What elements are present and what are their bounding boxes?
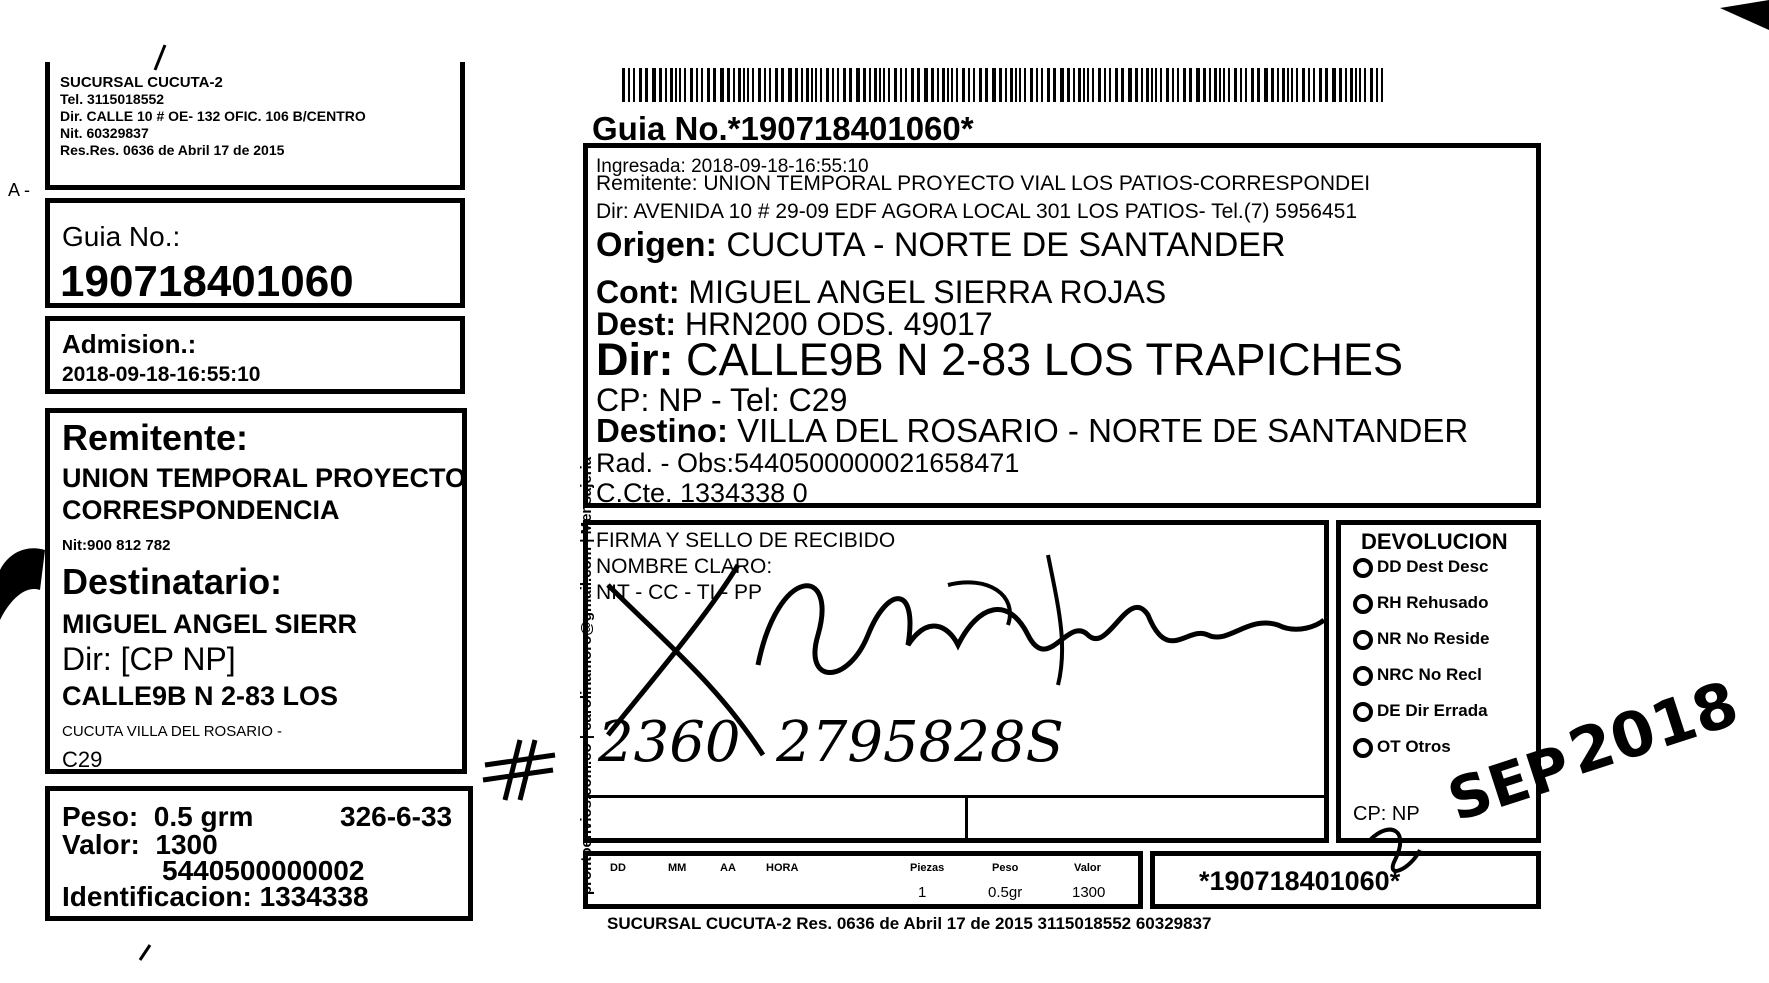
guide-label: Guia No.: [62, 221, 181, 252]
guide-number: 190718401060 [60, 257, 354, 306]
detail-remitente-dir: Dir: AVENIDA 10 # 29-09 EDF AGORA LOCAL 301 LOS PATIOS- Tel.(7) 5956451 [596, 200, 1358, 223]
branch-name: SUCURSAL CUCUTA-2 [60, 74, 223, 91]
weight-text: Peso: 0.5 grm [62, 801, 254, 832]
return-option-label: DE Dir Errada [1377, 701, 1488, 720]
recipient-tel: C29 [62, 747, 103, 772]
table-header: HORA [766, 862, 799, 874]
weight-code: 326-6-33 [340, 801, 453, 832]
sender-name-2: CORRESPONDENCIA [62, 495, 340, 525]
signature-nombre: NOMBRE CLARO: [596, 555, 773, 578]
table-header: Piezas [910, 862, 945, 874]
detail-remitente: Remitente: UNION TEMPORAL PROYECTO VIAL LOS PATIOS-CORRESPONDEI [596, 172, 1371, 195]
return-cp: CP: NP [1353, 803, 1420, 825]
return-option-label: NR No Reside [1377, 629, 1490, 648]
date-stamp-year: 2018 [1560, 666, 1747, 790]
sender-name-1: UNION TEMPORAL PROYECTO [62, 463, 467, 493]
footer-text: SUCURSAL CUCUTA-2 Res. 0636 de Abril 17 de 2015 3115018552 60329837 [607, 914, 1212, 933]
detail-ingresada: Ingresada: 2018-09-18-16:55:10 [596, 156, 869, 177]
sender-nit: Nit:900 812 782 [62, 537, 171, 554]
destino-value: VILLA DEL ROSARIO - NORTE DE SANTANDER [737, 412, 1469, 449]
table-header: Peso [992, 862, 1019, 874]
admission-datetime: 2018-09-18-16:55:10 [62, 363, 261, 386]
admission-label: Admision.: [62, 329, 197, 359]
date-stamp-month: SEP [1440, 731, 1579, 835]
return-option-label: NRC No Recl [1377, 665, 1482, 684]
table-header: Valor [1074, 862, 1101, 874]
recipient-dir-label: Dir: [CP NP] [62, 641, 236, 677]
detail-cp: CP: NP - Tel: C29 [596, 382, 848, 418]
table-cell: 0.5gr [988, 884, 1023, 901]
cont-value: MIGUEL ANGEL SIERRA ROJAS [688, 274, 1167, 310]
signature-id-types: NIT - CC - TI - PP [596, 581, 763, 604]
value-text: Valor: 1300 [62, 829, 218, 860]
origen-value: CUCUTA - NORTE DE SANTANDER [726, 226, 1286, 264]
return-title: DEVOLUCION [1361, 529, 1508, 554]
recipient-city: CUCUTA VILLA DEL ROSARIO - [62, 723, 283, 740]
table-cell: 1 [918, 884, 927, 901]
table-cell: 1300 [1072, 884, 1106, 901]
handwritten-number: 2360 2795828S [598, 710, 1064, 775]
detail-rad: Rad. - Obs:5440500000021658471 [596, 448, 1020, 478]
table-header: AA [720, 862, 736, 874]
dest-value: HRN200 ODS. 49017 [684, 306, 993, 342]
branch-resolution: Res.Res. 0636 de Abril 17 de 2015 [60, 142, 285, 158]
cont-label: Cont: [596, 274, 680, 310]
table-header: MM [668, 862, 687, 874]
return-option-label: DD Dest Desc [1377, 557, 1489, 576]
return-option-label: OT Otros [1377, 737, 1451, 756]
edge-text: A - [8, 180, 31, 200]
branch-tel: Tel. 3115018552 [60, 91, 165, 107]
recipient-name: MIGUEL ANGEL SIERR [62, 609, 358, 639]
dir-value: CALLE9B N 2-83 LOS TRAPICHES [686, 334, 1403, 385]
dir-label: Dir: [596, 334, 674, 385]
identification: Identificacion: 1334338 [62, 881, 369, 912]
value-rad: 5440500000002 [162, 855, 365, 886]
table-header: DD [610, 862, 626, 874]
detail-ccte: C.Cte. 1334338 0 [596, 478, 808, 508]
origen-label: Origen: [596, 226, 717, 264]
branch-address: Dir. CALLE 10 # OE- 132 OFIC. 106 B/CENTRO [60, 108, 366, 124]
return-option-label: RH Rehusado [1377, 593, 1489, 612]
branch-nit: Nit. 60329837 [60, 125, 149, 141]
recipient-address: CALLE9B N 2-83 LOS [62, 681, 339, 711]
sender-title: Remitente: [62, 417, 249, 458]
bottom-guide-number: *190718401060* [1199, 866, 1401, 896]
destino-label: Destino: [596, 412, 728, 449]
signature-firma: FIRMA Y SELLO DE RECIBIDO [596, 529, 896, 552]
recipient-title: Destinatario: [62, 561, 283, 602]
barcode-guide-text: Guia No.*190718401060* [592, 110, 974, 147]
side-contact-text: prontoenvios.com.co | carolinamoro@gmail.com | Mensajeria [578, 456, 595, 895]
dest-label: Dest: [596, 306, 677, 342]
